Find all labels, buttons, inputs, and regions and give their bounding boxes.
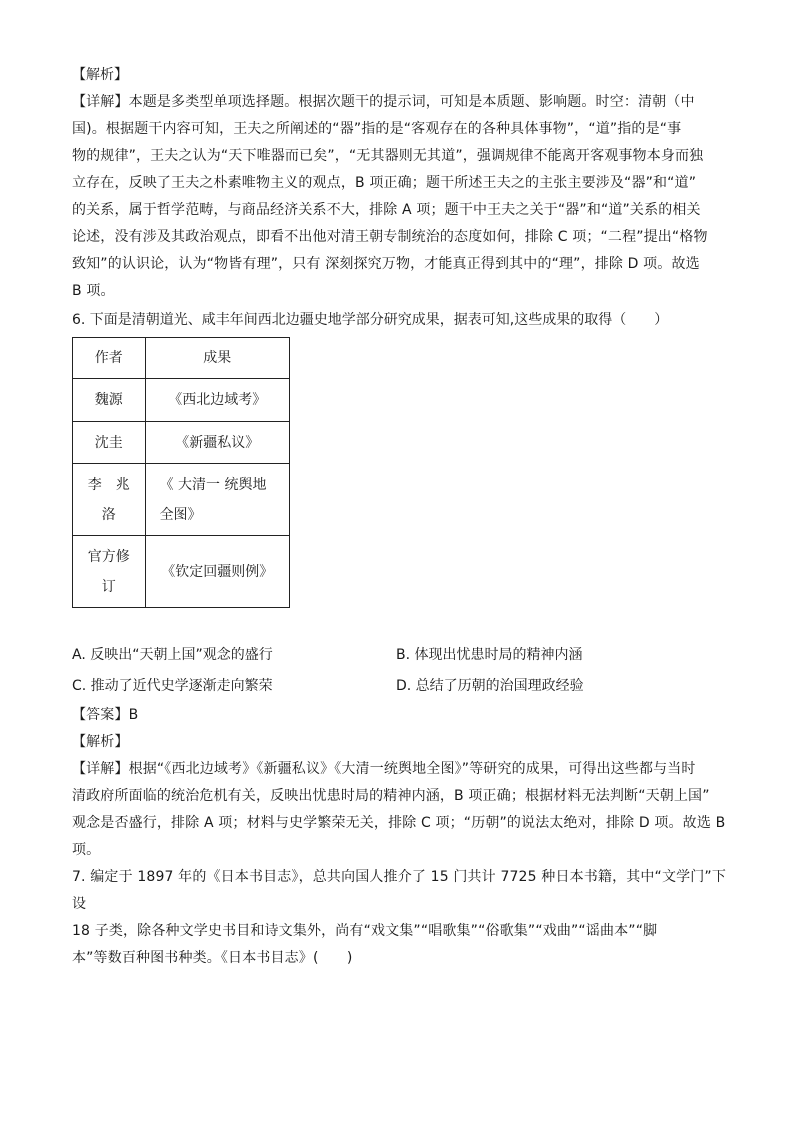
- option-b: B. 体现出忧患时局的精神内涵: [396, 647, 583, 663]
- document-page: [72, 62, 726, 972]
- table-cell-author: 魏源: [73, 379, 146, 422]
- q5-detail-line: 的关系，属于哲学范畴，与商品经济关系不大，排除 A 项；题干中王夫之关于“器”和“道”关系的相关: [72, 202, 701, 218]
- q5-detail: [72, 89, 726, 305]
- table-row: [73, 422, 290, 464]
- q7-stem: [72, 864, 726, 972]
- q7-line: 7. 编定于 1897 年的《日本书目志》，总共向国人推介了 15 门共计 7725 种日本书籍，其中“文学门”下设: [72, 869, 726, 912]
- q5-detail-line: 立存在，反映了王夫之朴素唯物主义的观点，B 项正确；题干所述王夫之的主张主要涉及“器”和“道”: [72, 175, 697, 191]
- table-cell-result: 《钦定回疆则例》: [145, 536, 289, 608]
- table-row: [73, 536, 290, 608]
- option-c: C. 推动了近代史学逐渐走向繁荣: [72, 678, 273, 694]
- table-cell-result: 《新疆私议》: [145, 422, 289, 464]
- table-header-author: 作者: [73, 338, 146, 379]
- q5-detail-line: B 项。: [72, 283, 115, 299]
- q5-analysis-label: 【解析】: [72, 67, 128, 83]
- table-cell-author: 李 兆 洛: [87, 476, 144, 523]
- q6-options: [72, 642, 726, 700]
- q5-detail-line: 致知”的认识论，认为“物皆有理”，只有 深刻探究万物，才能真正得到其中的“理”，排除 D 项。故选: [72, 256, 700, 272]
- q7-line: 18 子类，除各种文学史书目和诗文集外，尚有“戏文集”“唱歌集”“俗歌集”“戏曲”“谣曲本”“脚: [72, 923, 658, 939]
- option-a: A. 反映出“天朝上国”观念的盛行: [72, 647, 273, 663]
- q5-detail-line: 论述，没有涉及其政治观点，即看不出他对清王朝专制统治的态度如何，排除 C 项；“二程”提出“格物: [72, 229, 708, 245]
- q7-line: 本”等数百种图书种类。《日本书目志》( ): [72, 950, 353, 966]
- table-cell-result: 《 大清一 统舆地 全图》: [159, 476, 267, 523]
- option-d: D. 总结了历朝的治国理政经验: [396, 678, 584, 694]
- table-header-result: 成果: [145, 338, 289, 379]
- table-header-row: [73, 338, 290, 379]
- q6-title: 6. 下面是清朝道光、咸丰年间西北边疆史地学部分研究成果，据表可知,这些成果的取得（ ）: [72, 312, 669, 328]
- q6-analysis-label: 【解析】: [72, 734, 129, 750]
- table-cell-author: 沈圭: [73, 422, 146, 464]
- q6-table: [72, 337, 290, 608]
- q6-answer: 【答案】B: [72, 707, 139, 723]
- q5-detail-line: 【详解】本题是多类型单项选择题。根据次题干的提示词，可知是本质题、影响题。时空：清朝（中: [72, 94, 695, 110]
- table-row: [73, 464, 290, 536]
- q5-detail-line: 国)。根据题干内容可知，王夫之所阐述的“器”指的是“客观存在的各种具体事物”，“道”指的是“事: [72, 121, 682, 137]
- q5-detail-line: 物的规律”，王夫之认为“天下唯器而已矣”，“无其器则无其道”，强调规律不能离开客观事物本身而独: [72, 148, 704, 164]
- q6-detail-line: 【详解】根据“《西北边域考》《新疆私议》《大清一统舆地全图》”等研究的成果，可得出这些都与当时: [72, 761, 696, 777]
- q6-detail: [72, 756, 726, 864]
- q6-detail-line: 观念是否盛行，排除 A 项；材料与史学繁荣无关，排除 C 项；“历朝”的说法太绝对，排除 D 项。故选 B: [72, 815, 726, 831]
- q6-detail-line: 项。: [72, 842, 101, 858]
- q6-detail-line: 清政府所面临的统治危机有关，反映出忧患时局的精神内涵，B 项正确；根据材料无法判断“天朝上国”: [72, 788, 710, 804]
- table-cell-result: 《西北边域考》: [145, 379, 289, 422]
- table-row: [73, 379, 290, 422]
- table-cell-author: 官方修 订: [87, 548, 130, 595]
